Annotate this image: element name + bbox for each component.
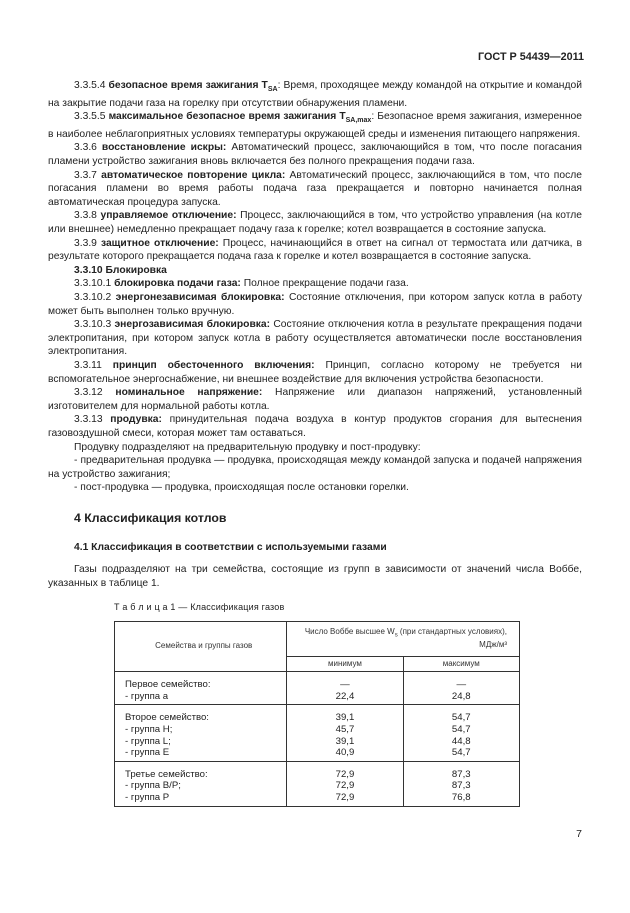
table-row: Первое семейство: - группа а — 22,4 — 24,8 [115, 672, 520, 705]
table-row: Второе семейство: - группа H; - группа L; - группа E 39,1 45,7 39,1 40,9 54,7 54,7 44,8 54,7 [115, 705, 520, 761]
clause-3-3-6: 3.3.6 восстановление искры: Автоматический процесс, заключающийся в том, что после погасания пламени устройство зажигания вновь включается без полного прекращения подачи газа. [48, 142, 582, 168]
col-header-families: Семейства и группы газов [115, 621, 287, 672]
col-header-max: максимум [403, 657, 519, 672]
page-number: 7 [576, 828, 582, 840]
gas-classification-table [114, 621, 520, 807]
clause-3-3-10: 3.3.10 Блокировка [74, 264, 167, 276]
table-row: Третье семейство: - группа B/P; - группа P 72,9 72,9 72,9 87,3 87,3 76,8 [115, 761, 520, 806]
clause-3-3-13: 3.3.13 продувка: принудительная подача воздуха в контур продуктов сгорания для вытеснения газовоздушной смеси, которая может там оставаться. [48, 414, 582, 439]
purge-item-pre: - предварительная продувка — продувка, происходящая между командой запуска и подачей напряжения на устройство зажигания; [48, 455, 582, 480]
section-4-heading: 4 Классификация котлов [74, 510, 227, 525]
clause-3-3-9: 3.3.9 защитное отключение: Процесс, начинающийся в ответ на сигнал от термостата или датчика, в результате которого прекращается подача газа к горелке и котел возвращается в состояние запуска. [48, 237, 582, 263]
table-intro: Газы подразделяют на три семейства, состоящие из групп в зависимости от значений числа Воббе, указанных в таблице 1. [48, 563, 582, 589]
table-caption: Т а б л и ц а 1 — Классификация газов [114, 602, 285, 613]
section-4-1-heading: 4.1 Классификация в соответствии с используемыми газами [74, 541, 387, 553]
col-header-wobbe: Число Воббе высшее $W_s$ (при стандартных условиях), МДж/м³ [287, 621, 520, 657]
clause-3-3-10-3: 3.3.10.3 энергозависимая блокировка: Состояние отключения котла в результате прекращения подачи электропитания, при котором запуск котла в работу осуществляется автоматически после восстановления электропитания. [48, 319, 582, 358]
clause-3-3-10-1: 3.3.10.1 блокировка подачи газа: Полное прекращение подачи газа. [74, 278, 409, 290]
purge-intro: Продувку подразделяют на предварительную продувку и пост-продувку: [74, 441, 421, 453]
clause-3-3-7: 3.3.7 автоматическое повторение цикла: Автоматический процесс, заключающийся в том, что после погасания пламени во время работы подача газа прекращается и повторно начинается полная автоматическая процедура запуска. [48, 169, 582, 208]
document-body [48, 79, 582, 807]
purge-item-post: - пост-продувка — продувка, происходящая после остановки горелки. [74, 482, 409, 494]
clause-3-3-5-5: 3.3.5.5 максимальное безопасное время зажигания $T_{SA,max}$: Безопасное время зажигания, измеренное в наиболее неблагоприятных условиях температуры окружающей среды и изменения питающего напряжения. [48, 111, 582, 140]
clause-3-3-5-4: 3.3.5.4 безопасное время зажигания $T_{SA}$: Время, проходящее между командой на открытие и командой на закрытие подачи газа на горелку при отсутствии обнаружения пламени. [48, 80, 582, 109]
col-header-min: минимум [287, 657, 403, 672]
clause-3-3-12: 3.3.12 номинальное напряжение: Напряжение или диапазон напряжений, установленный изготовителем для нормальной работы котла. [48, 387, 582, 412]
standard-header: ГОСТ Р 54439—2011 [478, 51, 584, 63]
clause-3-3-8: 3.3.8 управляемое отключение: Процесс, заключающийся в том, что устройство управления (на котле или внешнее) немедленно прекращает подачу газа к горелке; котел возвращается в состояние запуска. [48, 210, 582, 236]
clause-3-3-10-2: 3.3.10.2 энергонезависимая блокировка: Состояние отключения, при котором запуск котла в работу может быть выполнен только вручную. [48, 292, 582, 317]
clause-3-3-11: 3.3.11 принцип обесточенного включения: Принцип, согласно которому не требуется ни вспомогательное энергоснабжение, ни внешнее воздействие для включения устройства безопасности. [48, 359, 582, 385]
